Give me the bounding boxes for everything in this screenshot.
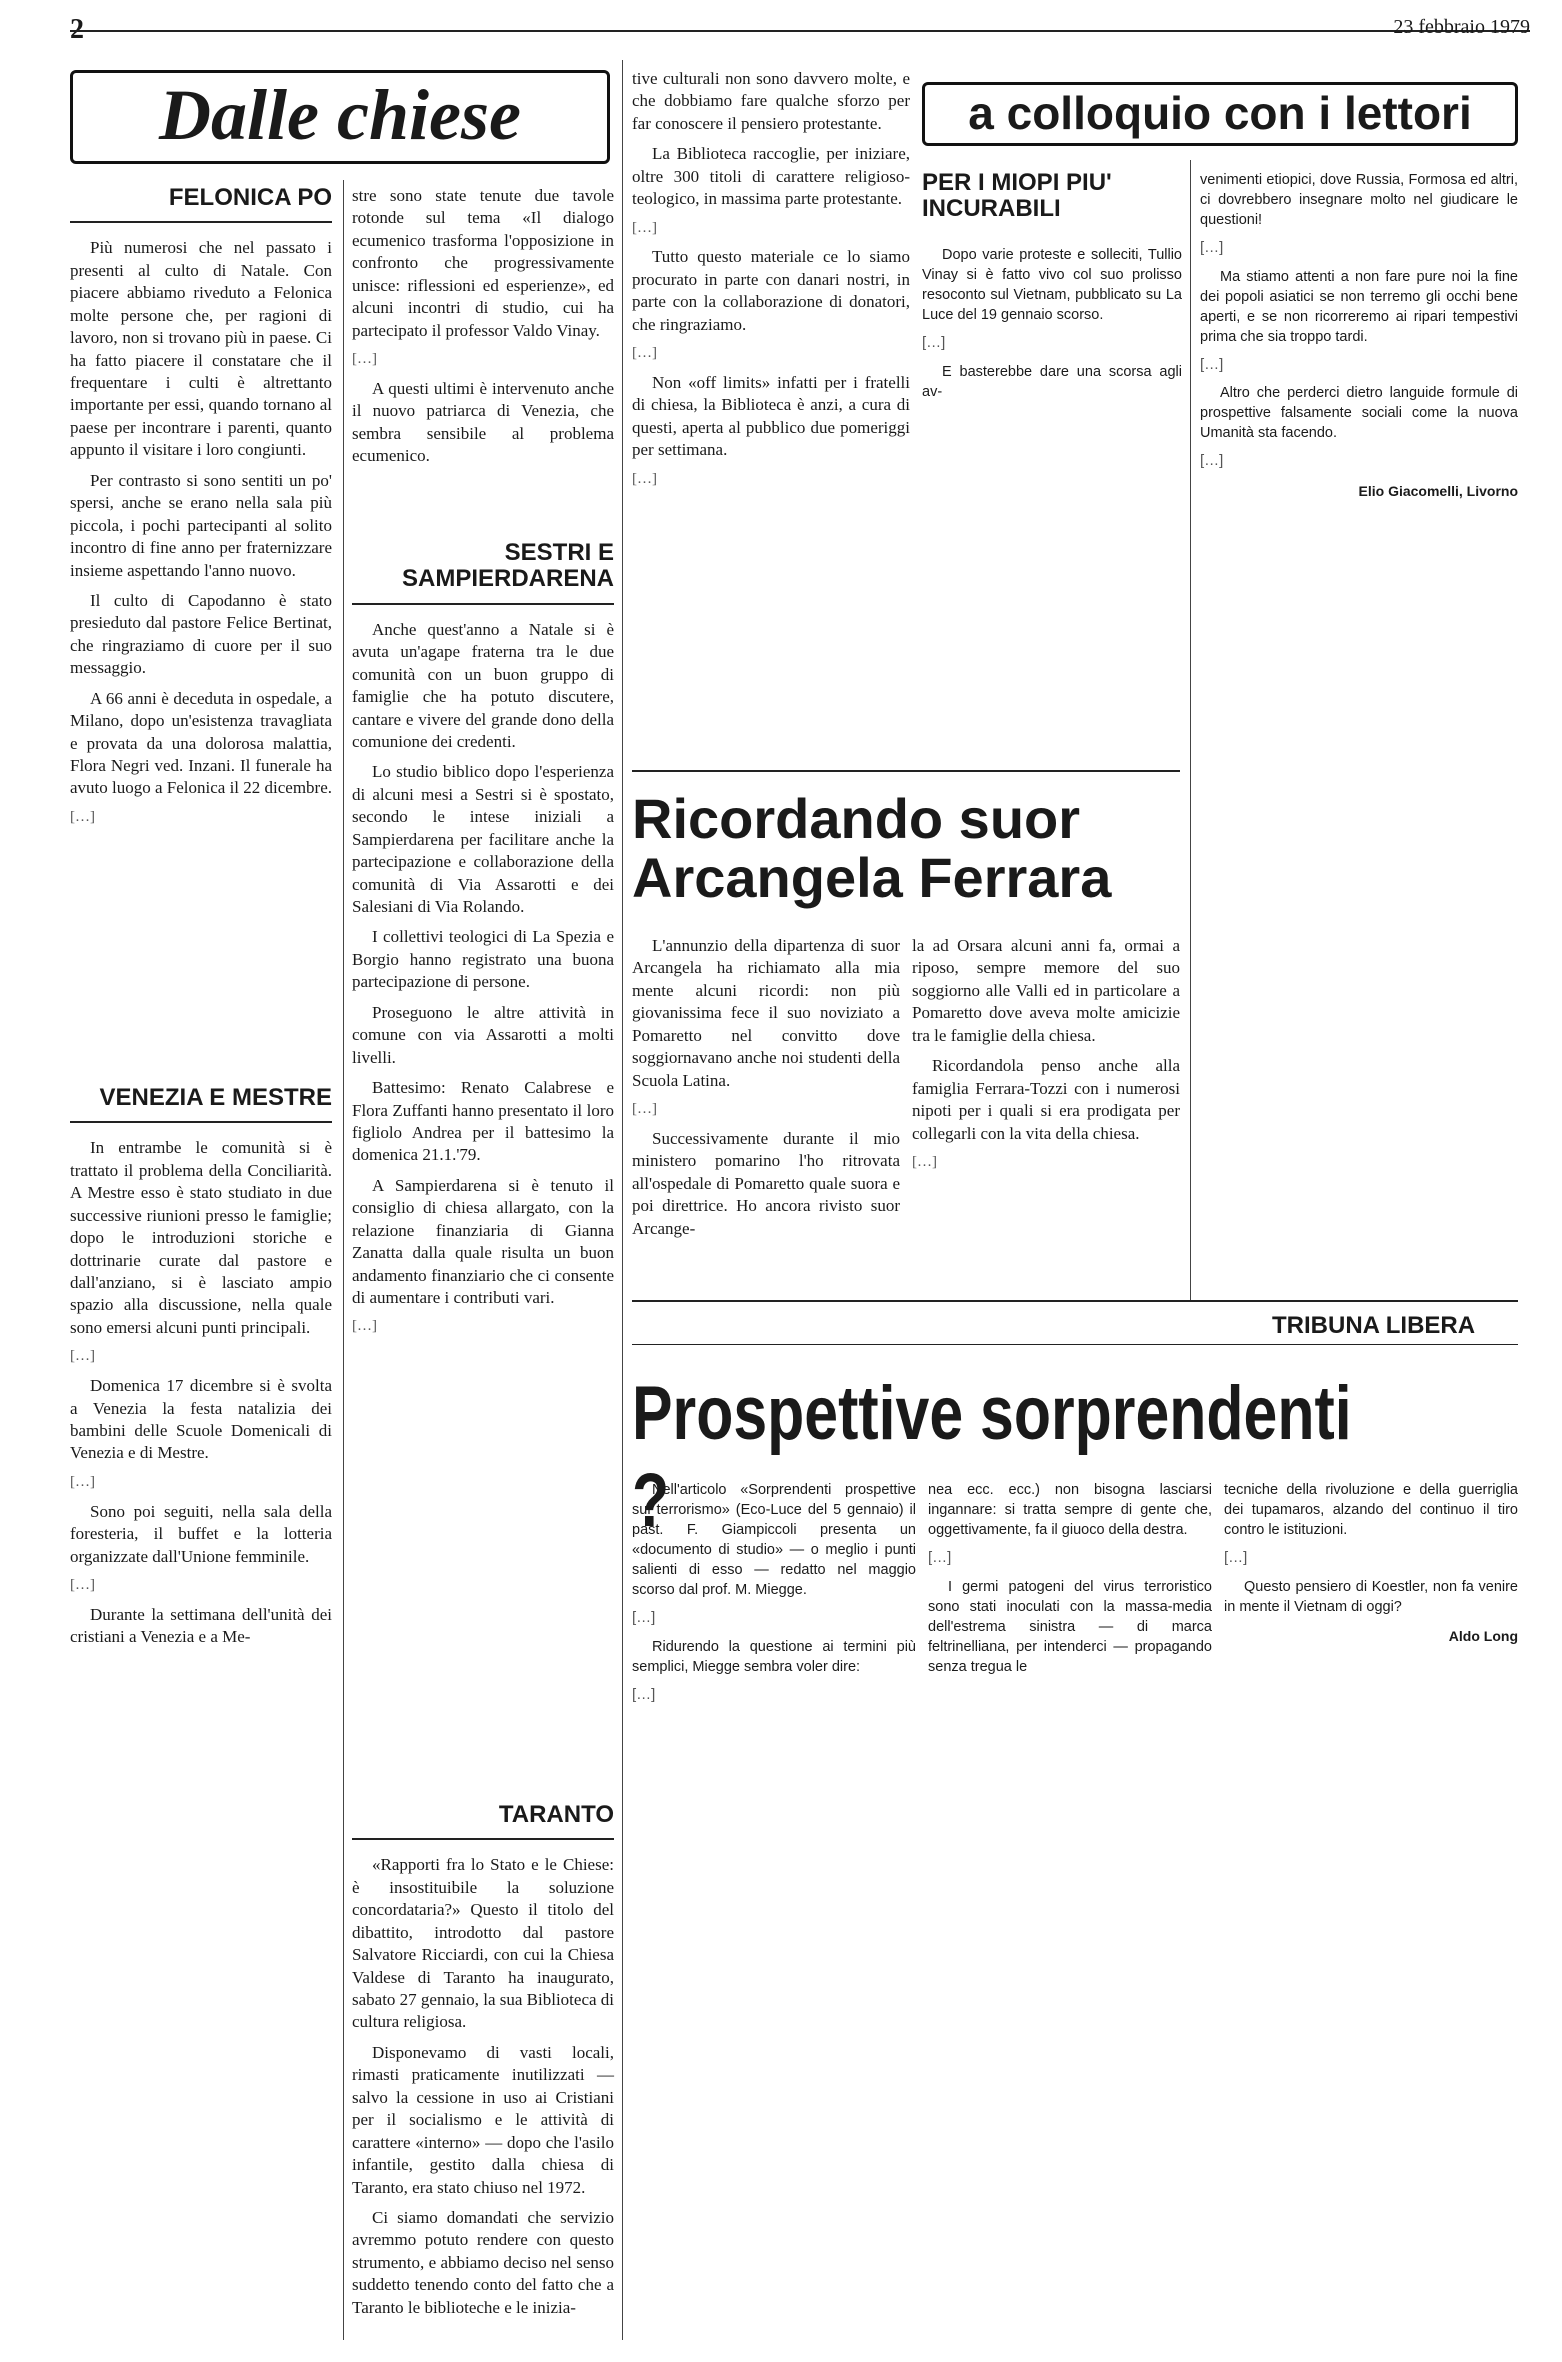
paragraph: Ridurendo la questione ai termini più semplici, Miegge sembra voler dire: [632,1638,916,1675]
miopi-continued [1200,170,1518,509]
paragraph: Ricordandola penso anche alla famiglia Ferrara-Tozzi con i numerosi nipoti per i quali si era prodigata per collegarli con la vita della chiesa. [912,1056,1180,1143]
signature: Aldo Long [1448,1627,1518,1644]
paragraph: Successivamente durante il mio ministero pomarino l'ho ritrovata all'ospedale di Pomaretto quale suora e poi direttrice. Ho ancora rivisto suor Arcange- [632,1128,900,1238]
paragraph: tecniche della rivoluzione e della guerriglia dei tupamaros, alzando del continuo il tiro contro le istituzioni. [1224,1482,1518,1538]
column-rule [343,180,344,2340]
paragraph: E basterebbe dare una scorsa agli av- [922,363,1182,400]
omitted-text: […] [928,1549,952,1566]
omitted-text: […] [70,1576,95,1593]
paragraph: la ad Orsara alcuni anni fa, ormai a riposo, sempre memore del suo soggiorno alle Valli ed in particolare a Pomaretto dove aveva molte amicizie tra le famiglie della chiesa. [912,936,1180,1045]
omitted-text: […] [632,345,657,362]
paragraph: Lo studio biblico dopo l'esperienza di alcuni mesi a Sestri si è spostato, secondo le intese iniziali a Sampierdarena per facilitare anche la partecipazione e collaborazione della comunità di Via Assarotti e dei Salesiani di Via Rolando. [352,762,614,917]
miopi-article [922,245,1182,410]
tribuna-col-3 [1224,1480,1518,1654]
paragraph: nea ecc. ecc.) non bisogna lasciarsi ingannare: si tratta sempre di gente che, oggettivamente, fa il giuoco della destra. [928,1482,1212,1538]
omitted-text: […] [632,470,657,487]
paragraph: I germi patogeni del virus terroristico sono stati inoculati con la massa-media dell'estrema sinistra — di marca feltrinelliana, per intenderci — propagando senza tregua le [928,1578,1212,1675]
paragraph: I collettivi teologici di La Spezia e Borgio hanno registrato una buona partecipazione di persone. [352,927,614,992]
section-rule [632,1300,1518,1302]
heading-rule [70,221,332,223]
section-rule [632,1344,1518,1345]
omitted-text: […] [922,334,946,351]
paragraph: Più numerosi che nel passato i presenti al culto di Natale. Con piacere abbiamo riveduto a Felonica molte persone che, per ragioni di lavoro, non si trovano più in paese. Ci ha fatto piacere il constatare che il frequentare i culti è altrettanto importante per essi, quando tornano al paese per incontrare i parenti, quanto appunto il visitare i loro congiunti. [70,238,332,460]
venezia-heading: VENEZIA E MESTRE [99,1084,332,1111]
paragraph: Dopo varie proteste e solleciti, Tullio Vinay si è fatto vivo col suo prolisso resoconto sul Vietnam, pubblicato su La Luce del 19 gennaio scorso. [922,247,1182,323]
paragraph: Per contrasto si sono sentiti un po' spersi, anche se erano nella sala più piccola, i pochi partecipanti al solito incontro di fine anno per fraternizzare insieme aspettando l'anno nuovo. [70,470,332,580]
ricordando-title: Ricordando suor Arcangela Ferrara [632,787,1112,909]
paragraph: Sono poi seguiti, nella sala della foresteria, il buffet e la lotteria organizzate dall'Unione femminile. [70,1501,332,1566]
paragraph: La Biblioteca raccoglie, per iniziare, oltre 300 titoli di carattere religioso-teologico, in massima parte protestante. [632,144,910,209]
omitted-text: […] [70,1473,95,1490]
column-rule [622,60,623,2340]
paragraph: In entrambe le comunità si è trattato il problema della Conciliarità. A Mestre esso è stato studiato in due successive riunioni presso le famiglie; dopo le introduzioni storiche e dottrinarie curate dal pastore e dall'anziano, si è lasciato ampio spazio alla discussione, nella quale sono emersi alcuni punti principali. [70,1138,332,1337]
paragraph: venimenti etiopici, dove Russia, Formosa ed altri, ci dovrebbero insegnare molto nel giudicare le questioni! [1200,172,1518,228]
omitted-text: […] [632,1101,657,1118]
venezia-continued [352,185,614,476]
paragraph: Proseguono le altre attività in comune con via Assarotti a molti livelli. [352,1002,614,1067]
omitted-text: […] [632,219,657,236]
felonica-heading: FELONICA PO [168,184,332,211]
tribuna-label: TRIBUNA LIBERA [1272,1312,1476,1339]
ricordando-continued [912,935,1180,1181]
sestri-article [352,540,614,1345]
omitted-text: […] [632,1609,656,1626]
omitted-text: […] [70,1348,95,1365]
omitted-text: […] [632,1685,656,1703]
taranto-continued [632,68,910,498]
section-title: Dalle chiese [70,70,610,164]
paragraph: Tutto questo materiale ce lo siamo procurato in parte con danari nostri, in parte con la collaborazione di donatori, che ringraziamo. [632,247,910,334]
paragraph: tive culturali non sono davvero molte, e che dobbiamo fare qualche sforzo per far conoscere il pensiero protestante. [632,69,910,133]
paragraph: Il culto di Capodanno è stato presieduto dal pastore Felice Bertinat, che ringraziamo di cuore per il suo messaggio. [70,590,332,678]
ricordando-article [632,935,900,1248]
omitted-text: […] [352,1318,377,1335]
page-date: 23 febbraio 1979 [1393,16,1530,38]
paragraph: Ci siamo domandati che servizio avremmo potuto rendere con questo strumento, e abbiamo deciso nel senso suddetto tenendo conto del fatto che a Taranto le biblioteche e le inizia- [352,2207,614,2317]
omitted-text: […] [1224,1549,1248,1566]
heading-rule [70,1121,332,1123]
paragraph: A Sampierdarena si è tenuto il consiglio di chiesa allargato, con la relazione finanziaria di Gianna Zanatta dalla quale risulta un buon andamento finanziario che ci consente di aumentare i contributi vari. [352,1175,614,1308]
paragraph: «Rapporti fra lo Stato e le Chiese: è insostituibile la soluzione concordataria?» Questo il titolo del dibattito, introdotto dal pastore Salvatore Ricciardi, con cui la Chiesa Valdese di Taranto ha inaugurato, sabato 27 gennaio, la sua Biblioteca di cultura religiosa. [352,1855,615,2032]
top-rule [70,30,1530,32]
omitted-text: […] [352,351,377,368]
paragraph: Ma stiamo attenti a non fare pure noi la fine dei popoli asiatici se non terremo gli occhi bene aperti, e se non ricorreremo ai ripari tempestivi prima che sia troppo tardi. [1200,268,1518,345]
paragraph: Nell'articolo «Sorprendenti prospettive sul terrorismo» (Eco-Luce del 5 gennaio) il past. F. Giampiccoli presenta un «documento di studio» — o meglio i punti salienti di esso — redatto nel maggio scorso dal prof. M. Miegge. [632,1482,916,1598]
column-rule [1190,160,1191,1300]
tribuna-col-1 [632,1480,916,1713]
paragraph: Battesimo: Renato Calabrese e Flora Zuffanti hanno presentato il loro figliolo Andrea per il battesimo la domenica 21.1.'79. [352,1078,614,1165]
paragraph: L'annunzio della dipartenza di suor Arcangela ha richiamato alla mia mente alcuni ricordi: non più giovanissima fece il suo noviziato a Pomaretto nel convitto dove soggiornavano anche noi studenti della Scuola Latina. [632,936,900,1090]
signature: Elio Giacomelli, Livorno [1358,483,1518,500]
omitted-text: […] [1200,452,1224,470]
paragraph: Altro che perderci dietro languide formule di prospettive falsamente sociali come la nuova Umanità sta facendo. [1200,385,1518,442]
miopi-heading: PER I MIOPI PIU' INCURABILI [922,169,1112,223]
paragraph: Durante la settimana dell'unità dei cristiani a Venezia e a Me- [70,1604,332,1647]
tribuna-col-2 [928,1480,1212,1685]
venezia-article [70,1085,332,1657]
omitted-text: […] [1200,355,1224,373]
paragraph: Anche quest'anno a Natale si è avuta un'agape fraterna tra le due comunità con un buon gruppo di famiglie che ha potuto discutere, cantare e vivere del grande dono della comunione dei credenti. [352,619,614,751]
taranto-heading: TARANTO [498,1801,614,1828]
paragraph: Disponevamo di vasti locali, rimasti praticamente inutilizzati — salvo la cessione in uso ai Cristiani per il socialismo e le attività di carattere «interno» — dopo che l'asilo infantile, gestito dalla chiesa di Taranto, era stato chiuso nel 1972. [352,2042,614,2197]
omitted-text: […] [1200,239,1224,256]
omitted-text: […] [70,808,95,825]
section-rule [632,770,1180,772]
felonica-article [70,185,332,836]
paragraph: Non «off limits» infatti per i fratelli di chiesa, la Biblioteca è anzi, a cura di questi, aperta al pubblico due pomeriggi per settimana. [632,372,910,460]
paragraph: A questi ultimi è intervenuto anche il nuovo patriarca di Venezia, che sembra sensibile al problema ecumenico. [352,378,614,466]
paragraph: Questo pensiero di Koestler, non fa venire in mente il Vietnam di oggi? [1224,1578,1518,1615]
heading-rule [352,1838,614,1840]
taranto-article [352,1802,614,2327]
paragraph: Domenica 17 dicembre si è svolta a Venezia la festa natalizia dei bambini delle Scuole Domenicali di Venezia e di Mestre. [70,1376,332,1463]
sestri-heading: SESTRI E SAMPIERDARENA [401,539,614,593]
paragraph: A 66 anni è deceduta in ospedale, a Milano, dopo un'esistenza travagliata e provata da una dolorosa malattia, Flora Negri ved. Inzani. Il funerale ha avuto luogo a Felonica il 22 dicembre. [70,688,333,798]
omitted-text: […] [912,1153,937,1170]
paragraph: stre sono state tenute due tavole rotonde sul tema «Il dialogo ecumenico trasforma l'opposizione in confronto che progressivamente unisce: riflessioni ed esperienze», ed alcuni incontri di studio, cui ha partecipato il professor Valdo Vinay. [352,186,614,340]
tribuna-title: Prospettive sorprendenti ? [632,1371,1352,1543]
colloquio-banner: a colloquio con i lettori [922,82,1518,146]
heading-rule [352,603,614,605]
